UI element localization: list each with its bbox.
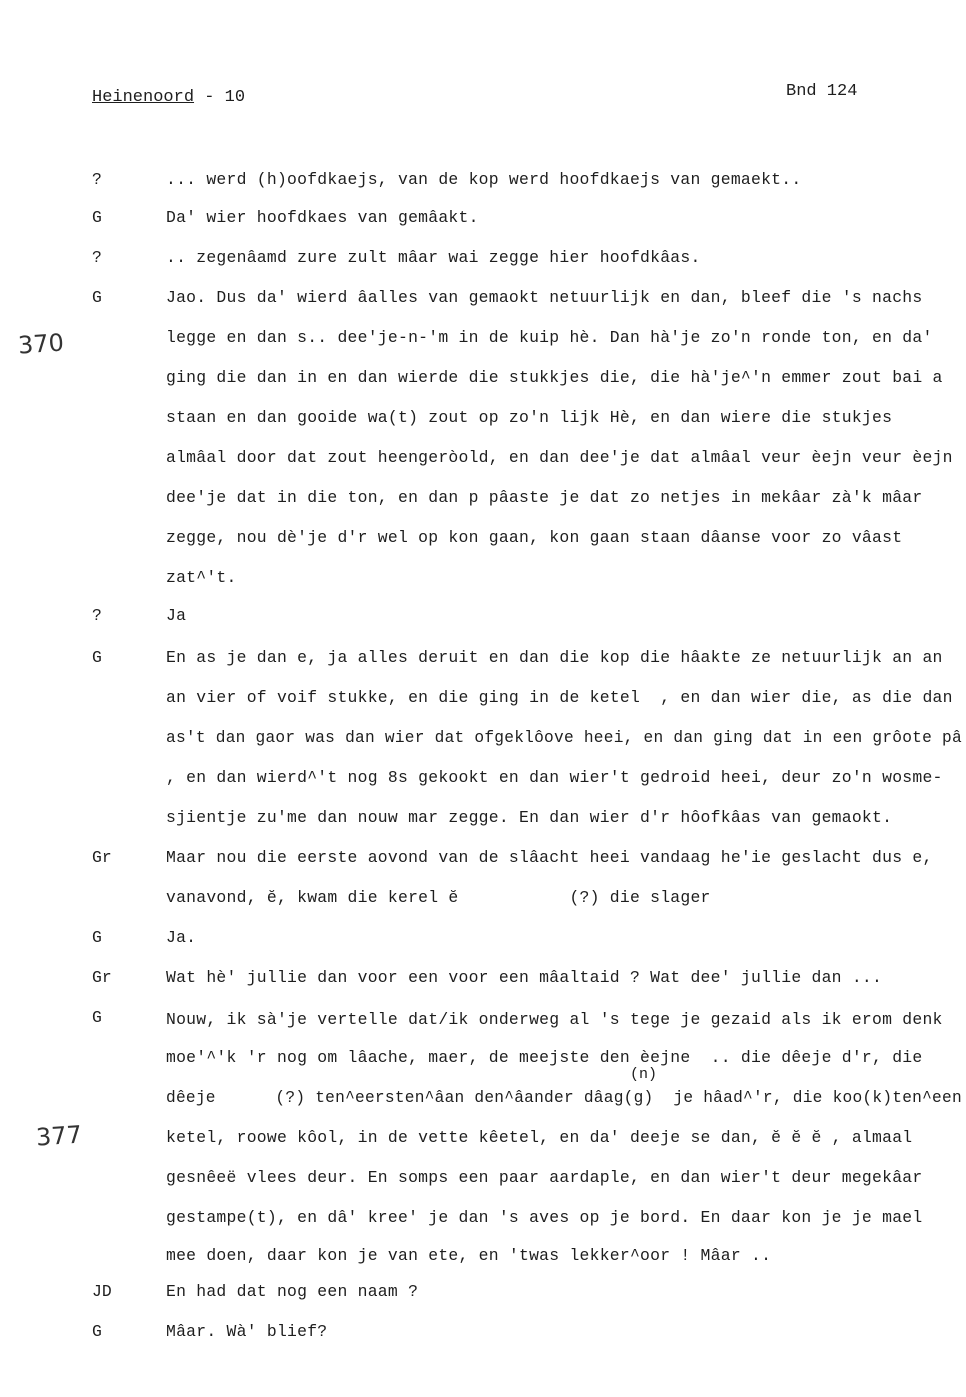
speaker-label: G — [92, 1008, 102, 1027]
inserted-note: (n) — [630, 1066, 658, 1083]
transcript-line: dêeje (?) ten^eersten^âan den^âander dâag(g) je hâad^'r, die koo(k)ten^een — [166, 1088, 962, 1107]
page-number: - 10 — [194, 88, 246, 107]
page-header-left — [92, 88, 245, 107]
transcript-line: staan en dan gooide wa(t) zout op zo'n lijk Hè, en dan wiere die stukjes — [166, 408, 893, 427]
transcript-line: Maar nou die eerste aovond van de slâacht heei vandaag he'ie geslacht dus e, — [166, 848, 933, 867]
margin-counter-377: 377 — [35, 1120, 83, 1152]
band-number: Bnd 124 — [786, 82, 858, 101]
transcript-line: zat^'t. — [166, 568, 237, 587]
speaker-label: ? — [92, 606, 102, 625]
transcript-line: ... werd (h)oofdkaejs, van de kop werd hoofdkaejs van gemaekt.. — [166, 170, 802, 189]
transcript-line: Nouw, ik sà'je vertelle dat/ik onderweg al 's tege je gezaid als ik erom denk — [166, 1010, 943, 1029]
speaker-label: G — [92, 928, 102, 947]
transcript-line: almâal door dat zout heengeròold, en dan dee'je dat almâal veur èejn veur èejn — [166, 448, 953, 467]
transcript-line: En as je dan e, ja alles deruit en dan die kop die hâakte ze netuurlijk an an — [166, 648, 943, 667]
transcript-line: an vier of voif stukke, en die ging in de ketel , en dan wier die, as die dan — [166, 688, 953, 707]
transcript-line: sjientje zu'me dan nouw mar zegge. En dan wier d'r hôofkâas van gemaokt. — [166, 808, 893, 827]
place-name: Heinenoord — [92, 88, 195, 107]
transcript-line: gesnêeë vlees deur. En somps een paar aardaple, en dan wier't deur megekâar — [166, 1168, 923, 1187]
speaker-label: ? — [92, 248, 102, 267]
speaker-label: Gr — [92, 848, 112, 867]
transcript-line: Mâar. Wà' blief? — [166, 1322, 328, 1341]
transcript-line: Ja — [166, 606, 187, 625]
transcript-line: zegge, nou dè'je d'r wel op kon gaan, kon gaan staan dâanse voor zo vâast — [166, 528, 903, 547]
transcript-line: , en dan wierd^'t nog 8s gekookt en dan wier't gedroid heei, deur zo'n wosme- — [166, 768, 943, 787]
transcript-line: ketel, roowe kôol, in de vette kêetel, en da' deeje se dan, ĕ ĕ ĕ , almaal — [166, 1128, 913, 1147]
transcript-line: legge en dan s.. dee'je-n-'m in de kuip hè. Dan hà'je zo'n ronde ton, en da' — [166, 328, 933, 347]
speaker-label: ? — [92, 170, 102, 189]
speaker-label: Gr — [92, 968, 112, 987]
transcript-line: mee doen, daar kon je van ete, en 'twas lekker^oor ! Mâar .. — [166, 1246, 772, 1265]
margin-counter-370: 370 — [17, 328, 65, 360]
transcript-line: .. zegenâamd zure zult mâar wai zegge hier hoofdkâas. — [166, 248, 701, 267]
transcript-line: Wat hè' jullie dan voor een voor een mâaltaid ? Wat dee' jullie dan ... — [166, 968, 883, 987]
transcript-line: gestampe(t), en dâ' kree' je dan 's aves op je bord. En daar kon je je mael — [166, 1208, 923, 1227]
transcript-line: Da' wier hoofdkaes van gemâakt. — [166, 208, 479, 227]
transcript-line: dee'je dat in die ton, en dan p pâaste je dat zo netjes in mekâar zà'k mâar — [166, 488, 923, 507]
transcript-line: En had dat nog een naam ? — [166, 1282, 419, 1301]
transcript-line: Ja. — [166, 928, 197, 947]
speaker-label: G — [92, 1322, 102, 1341]
transcript-line: ging die dan in en dan wierde die stukkjes die, die hà'je^'n emmer zout bai a — [166, 368, 943, 387]
speaker-label: G — [92, 208, 102, 227]
speaker-label: G — [92, 288, 102, 307]
transcript-line: as't dan gaor was dan wier dat ofgeklôove heei, en dan ging dat in een grôote pâ — [166, 728, 962, 747]
transcript-line: moe'^'k 'r nog om lâache, maer, de meejste den èejne .. die dêeje d'r, die — [166, 1048, 923, 1067]
speaker-label: G — [92, 648, 102, 667]
transcript-line: Jao. Dus da' wierd âalles van gemaokt netuurlijk en dan, bleef die 's nachs — [166, 288, 923, 307]
transcript-line: vanavond, ĕ, kwam die kerel ĕ (?) die slager — [166, 888, 711, 907]
speaker-label: JD — [92, 1282, 112, 1301]
